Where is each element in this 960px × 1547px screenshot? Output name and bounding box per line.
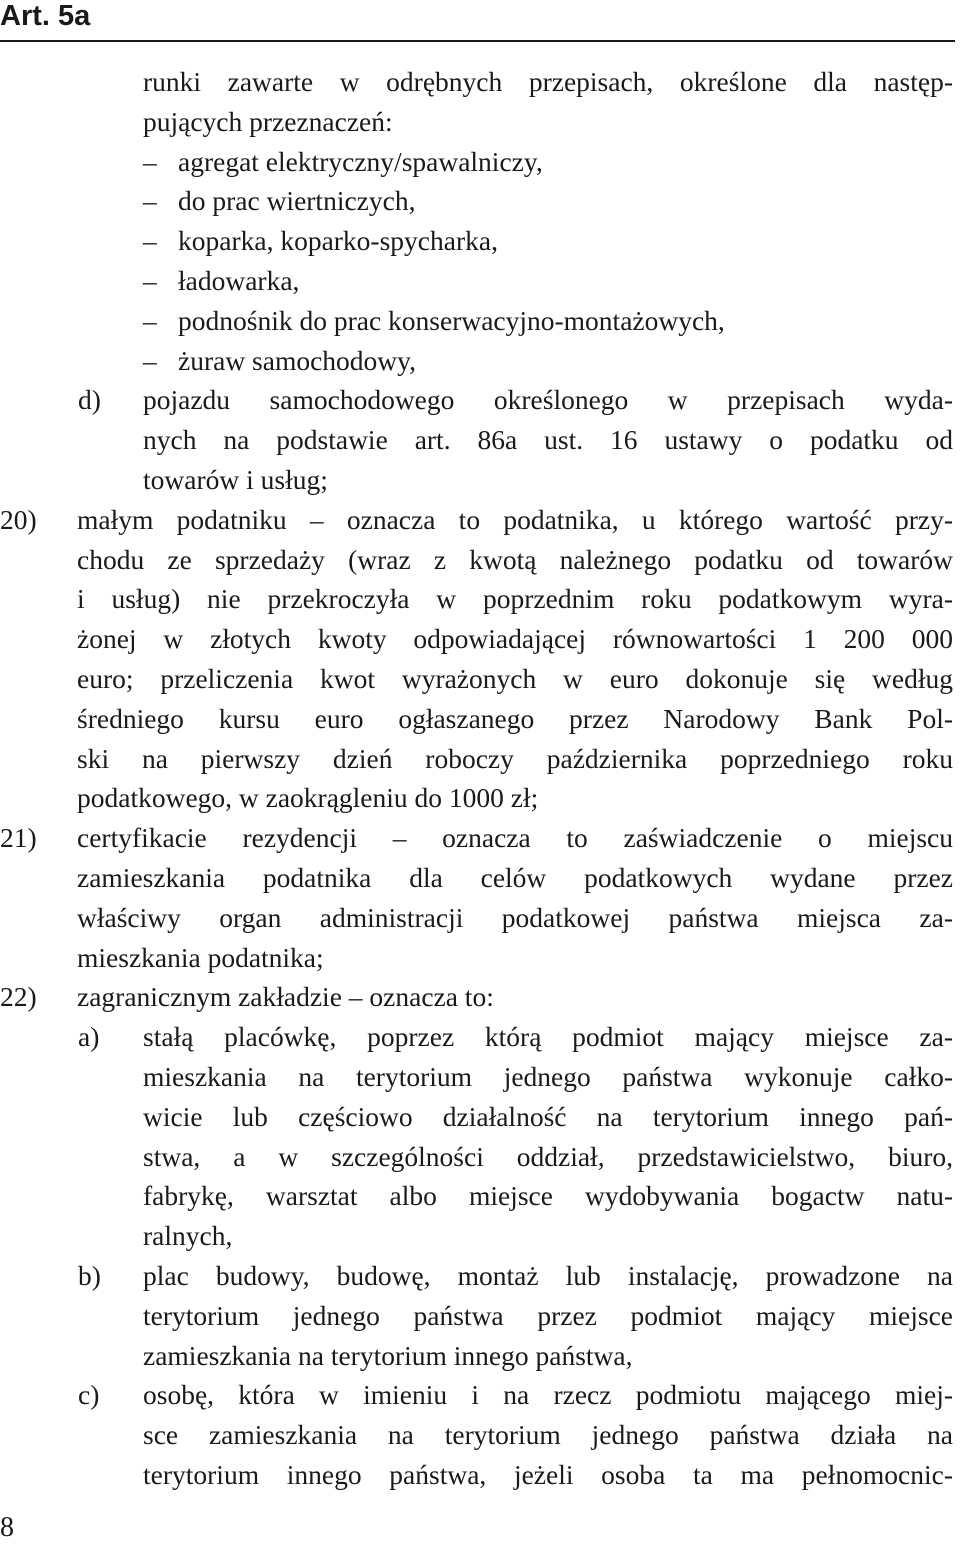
dash-list-item: [0, 181, 955, 221]
dash-marker: –: [143, 264, 157, 296]
text-line: [0, 1455, 955, 1495]
line-text: euro; przeliczenia kwot wyrażonych w euro dokonuje się według: [77, 662, 953, 694]
text-line: [0, 62, 955, 102]
list-item-b: [0, 1256, 955, 1296]
text-line: [0, 659, 955, 699]
text-line: [0, 1336, 955, 1376]
list-item-d: [0, 380, 955, 420]
dash-list-item: [0, 221, 955, 261]
line-text: stwa, a w szczególności oddział, przedstawicielstwo, biuro,: [143, 1140, 953, 1172]
line-text: fabrykę, warsztat albo miejsce wydobywania bogactw natu-: [143, 1180, 953, 1212]
item-label: d): [78, 384, 101, 416]
line-text: terytorium innego państwa, jeżeli osoba ta ma pełnomocnic-: [143, 1458, 953, 1490]
text-line: [0, 858, 955, 898]
text-line: [0, 1176, 955, 1216]
line-text: chodu ze sprzedaży (wraz z kwotą należnego podatku od towarów: [77, 543, 953, 575]
item-label: b): [78, 1259, 101, 1291]
list-item-c: [0, 1375, 955, 1415]
running-header: [0, 0, 955, 42]
list-item-20: [0, 500, 955, 540]
text-line: [0, 1097, 955, 1137]
line-text: żonej w złotych kwoty odpowiadającej równowartości 1 200 000: [77, 623, 953, 655]
line-text: małym podatniku – oznacza to podatnika, u którego wartość przy-: [77, 503, 953, 535]
dash-marker: –: [143, 304, 157, 336]
item-number: 22): [0, 981, 37, 1013]
line-text: wicie lub częściowo działalność na terytorium innego pań-: [143, 1100, 953, 1132]
line-text: i usług) nie przekroczyła w poprzednim roku podatkowym wyra-: [77, 583, 953, 615]
dash-marker: –: [143, 185, 157, 217]
text-line: [0, 1057, 955, 1097]
text-line: [0, 1137, 955, 1177]
line-text: terytorium jednego państwa przez podmiot mający miejsce: [143, 1299, 953, 1331]
line-text: towarów i usług;: [143, 463, 328, 495]
text-line: [0, 1415, 955, 1455]
line-text: osobę, która w imieniu i na rzecz podmiotu mającego miej-: [143, 1379, 953, 1411]
text-line: [0, 460, 955, 500]
dash-list-item: [0, 261, 955, 301]
line-text: sce zamieszkania na terytorium jednego państwa działa na: [143, 1419, 953, 1451]
line-text: pujących przeznaczeń:: [143, 105, 393, 137]
dash-list-item: [0, 341, 955, 381]
line-text: koparka, koparko-spycharka,: [178, 225, 498, 257]
line-text: ski na pierwszy dzień roboczy października poprzedniego roku: [77, 742, 953, 774]
text-line: [0, 619, 955, 659]
text-line: [0, 938, 955, 978]
item-number: 20): [0, 503, 37, 535]
document-body: [0, 62, 955, 1495]
line-text: pojazdu samochodowego określonego w przepisach wyda-: [143, 384, 953, 416]
line-text: zamieszkania podatnika dla celów podatkowych wydane przez: [77, 861, 953, 893]
line-text: żuraw samochodowy,: [178, 344, 417, 376]
line-text: właściwy organ administracji podatkowej państwa miejsca za-: [77, 901, 953, 933]
dash-marker: –: [143, 225, 157, 257]
line-text: do prac wiertniczych,: [178, 185, 416, 217]
text-line: [0, 699, 955, 739]
line-text: mieszkania podatnika;: [77, 941, 324, 973]
line-text: zagranicznym zakładzie – oznacza to:: [77, 981, 494, 1013]
line-text: zamieszkania na terytorium innego państwa,: [143, 1339, 633, 1371]
text-line: [0, 1296, 955, 1336]
line-text: nych na podstawie art. 86a ust. 16 ustawy o podatku od: [143, 424, 953, 456]
line-text: stałą placówkę, poprzez którą podmiot mający miejsce za-: [143, 1021, 953, 1053]
item-label: c): [78, 1379, 100, 1411]
text-line: [0, 579, 955, 619]
article-heading: Art. 5a: [0, 0, 91, 32]
dash-marker: –: [143, 145, 157, 177]
page-number: 8: [0, 1512, 14, 1543]
line-text: podatkowego, w zaokrągleniu do 1000 zł;: [77, 782, 539, 814]
text-line: [0, 102, 955, 142]
line-text: runki zawarte w odrębnych przepisach, określone dla następ-: [143, 66, 953, 97]
line-text: podnośnik do prac konserwacyjno-montażowych,: [178, 304, 725, 336]
dash-marker: –: [143, 344, 157, 376]
list-item-22: [0, 977, 955, 1017]
line-text: certyfikacie rezydencji – oznacza to zaświadczenie o miejscu: [77, 822, 953, 854]
line-text: agregat elektryczny/spawalniczy,: [178, 145, 543, 177]
line-text: mieszkania na terytorium jednego państwa wykonuje całko-: [143, 1060, 953, 1092]
item-label: a): [78, 1021, 100, 1053]
item-number: 21): [0, 822, 37, 854]
line-text: ralnych,: [143, 1220, 233, 1252]
line-text: ładowarka,: [178, 264, 300, 296]
text-line: [0, 1216, 955, 1256]
dash-list-item: [0, 301, 955, 341]
text-line: [0, 898, 955, 938]
text-line: [0, 420, 955, 460]
text-line: [0, 778, 955, 818]
line-text: plac budowy, budowę, montaż lub instalację, prowadzone na: [143, 1259, 953, 1291]
dash-list-item: [0, 142, 955, 182]
line-text: średniego kursu euro ogłaszanego przez Narodowy Bank Pol-: [77, 702, 953, 734]
text-line: [0, 739, 955, 779]
list-item-21: [0, 818, 955, 858]
text-line: [0, 540, 955, 580]
list-item-a: [0, 1017, 955, 1057]
